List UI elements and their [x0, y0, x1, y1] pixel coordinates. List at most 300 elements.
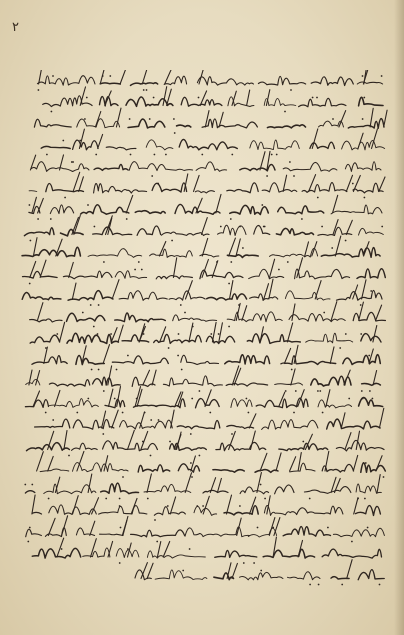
ink-stroke: [73, 463, 129, 472]
ink-ascender: [219, 323, 223, 342]
ink-stroke: [100, 534, 124, 536]
ink-stroke: [268, 125, 306, 128]
ink-stroke: [357, 82, 382, 84]
ink-stroke: [25, 400, 48, 408]
ink-dot: [309, 498, 311, 500]
ink-ascender: [62, 516, 68, 536]
ink-ascender: [291, 369, 295, 385]
ink-dot: [360, 304, 362, 306]
ink-stroke: [115, 313, 166, 322]
ink-dot: [91, 369, 93, 371]
ink-dot: [191, 398, 193, 400]
handwritten-line: [32, 537, 381, 564]
ink-stroke: [207, 294, 247, 300]
ink-ascender: [376, 456, 382, 471]
ink-dot: [317, 197, 319, 199]
ink-dot: [246, 398, 248, 400]
ink-dot: [351, 541, 353, 543]
ink-stroke: [197, 77, 253, 85]
ink-stroke: [264, 98, 296, 105]
ink-stroke: [30, 335, 59, 343]
ink-dot: [143, 89, 145, 91]
handwritten-line: [22, 279, 382, 306]
ink-dot: [264, 226, 266, 228]
ink-stroke: [227, 255, 258, 258]
ink-stroke: [50, 205, 73, 214]
ink-ascender: [341, 413, 345, 428]
ink-dot: [156, 541, 158, 543]
ink-dot: [30, 240, 32, 242]
ink-stroke: [231, 399, 252, 408]
ink-ascender: [64, 431, 67, 450]
ink-ascender: [236, 239, 240, 256]
ink-ascender: [384, 110, 387, 127]
ink-stroke: [32, 512, 41, 514]
ink-ascender: [249, 414, 256, 428]
ink-ascender: [128, 430, 135, 449]
ink-dot: [199, 455, 201, 457]
ink-dot: [190, 433, 192, 435]
ink-ascender: [376, 305, 382, 320]
ink-dot: [372, 398, 374, 400]
ink-ascender: [202, 260, 208, 278]
ink-dot: [171, 240, 173, 242]
ink-dot: [98, 369, 100, 371]
ink-ascender: [247, 90, 250, 106]
ink-dot: [242, 247, 244, 249]
ink-stroke: [230, 205, 268, 214]
ink-dot: [363, 97, 365, 99]
ink-stroke: [283, 527, 330, 537]
ink-dot: [293, 175, 295, 177]
ink-dot: [327, 527, 329, 529]
ink-dot: [72, 161, 74, 163]
ink-dot: [341, 584, 343, 586]
ink-dot: [146, 89, 148, 91]
handwritten-line: [30, 151, 381, 177]
ink-ascender: [264, 284, 269, 299]
ink-dot: [154, 519, 156, 521]
ink-dot: [119, 562, 121, 564]
ink-dot: [64, 197, 66, 199]
ink-ascender: [229, 238, 236, 256]
ink-ascender: [55, 390, 60, 406]
ink-stroke: [345, 162, 381, 172]
handwritten-line: [30, 302, 386, 328]
ink-stroke: [68, 291, 113, 301]
handwritten-line: [135, 560, 384, 586]
ink-dot: [332, 118, 334, 120]
ink-stroke: [179, 139, 237, 149]
ink-dot: [316, 97, 318, 99]
ink-dot: [46, 154, 48, 156]
ink-stroke: [99, 506, 147, 515]
ink-dot: [149, 118, 151, 120]
ink-ascender: [331, 302, 337, 321]
ink-ascender: [98, 134, 103, 148]
ink-dot: [379, 584, 381, 586]
ink-stroke: [216, 442, 266, 450]
ink-stroke: [147, 551, 205, 558]
ink-ascender: [203, 496, 209, 514]
ink-ascender: [330, 347, 334, 364]
ink-dot: [52, 75, 54, 77]
ink-dot: [370, 290, 372, 292]
ink-dot: [109, 75, 111, 77]
ink-stroke: [177, 420, 220, 428]
ink-dot: [180, 304, 182, 306]
ink-dot: [138, 261, 140, 263]
ink-stroke: [322, 464, 353, 472]
ink-dot: [61, 548, 63, 550]
handwritten-line: [29, 172, 385, 198]
ink-ascender: [48, 518, 55, 535]
ink-ascender: [163, 542, 170, 558]
ink-dot: [151, 175, 153, 177]
ink-stroke: [156, 399, 186, 408]
ink-stroke: [137, 226, 161, 235]
ink-ascender: [242, 306, 247, 321]
ink-ascender: [60, 322, 65, 342]
ink-dot: [130, 154, 132, 156]
ink-dot: [177, 355, 179, 357]
ink-stroke: [357, 269, 385, 279]
ink-dot: [29, 204, 31, 206]
ink-stroke: [129, 162, 192, 171]
ink-stroke: [203, 490, 228, 493]
ink-dot: [284, 111, 286, 113]
ink-dot: [230, 261, 232, 263]
ink-stroke: [227, 312, 282, 322]
ink-stroke: [177, 125, 191, 127]
ink-ascender: [40, 260, 46, 277]
ink-stroke: [156, 276, 192, 279]
ink-ascender: [202, 218, 208, 235]
handwritten-line: [23, 258, 386, 285]
ink-stroke: [356, 506, 381, 516]
ink-stroke: [22, 247, 80, 256]
ink-ascender: [346, 175, 352, 191]
ink-stroke: [185, 527, 249, 537]
ink-ascender: [377, 475, 380, 493]
ink-ascender: [217, 478, 221, 492]
ink-dot: [126, 218, 128, 220]
ink-stroke: [333, 528, 384, 537]
page-number: ۲: [12, 20, 19, 35]
handwritten-line: [27, 430, 385, 456]
ink-ascender: [140, 412, 145, 428]
ink-stroke: [178, 464, 199, 472]
ink-ascender: [315, 281, 321, 299]
ink-dot: [295, 390, 297, 392]
ink-dot: [127, 355, 129, 357]
ink-dot: [169, 441, 171, 443]
ink-ascender: [186, 281, 193, 299]
ink-dot: [93, 326, 95, 328]
ink-dot: [86, 97, 88, 99]
ink-dot: [201, 154, 203, 156]
ink-dot: [317, 390, 319, 392]
page-edge-shadow: [394, 0, 404, 635]
ink-stroke: [72, 443, 98, 450]
ink-stroke: [342, 141, 385, 150]
ink-ascender: [194, 175, 200, 191]
ink-stroke: [73, 420, 114, 430]
ink-ascender: [123, 516, 128, 535]
ink-stroke: [225, 355, 270, 364]
ink-ascender: [108, 541, 113, 557]
ink-dot: [27, 541, 29, 543]
ink-dot: [97, 333, 99, 335]
ink-stroke: [150, 249, 193, 257]
ink-stroke: [26, 379, 40, 385]
ink-dot: [116, 369, 118, 371]
ink-stroke: [43, 96, 92, 107]
ink-dot: [50, 218, 52, 220]
ink-dot: [231, 154, 233, 156]
ink-ascender: [353, 455, 357, 471]
ink-dot: [147, 498, 149, 500]
ink-stroke: [262, 183, 297, 192]
ink-stroke: [93, 377, 121, 386]
ink-ascender: [297, 258, 303, 278]
ink-ascender: [170, 497, 175, 514]
ink-dot: [105, 498, 107, 500]
ink-stroke: [214, 573, 234, 580]
ink-stroke: [359, 228, 384, 235]
ink-stroke: [195, 191, 214, 193]
ink-stroke: [311, 376, 351, 386]
ink-dot: [119, 498, 121, 500]
ink-stroke: [35, 419, 70, 428]
ink-dot: [154, 154, 156, 156]
handwritten-line: [24, 216, 383, 242]
ink-dot: [95, 154, 97, 156]
ink-dot: [287, 261, 289, 263]
ink-dot: [228, 326, 230, 328]
ink-dot: [339, 347, 341, 349]
ink-ascender: [251, 431, 256, 450]
ink-stroke: [264, 505, 296, 515]
ink-stroke: [112, 356, 168, 364]
ink-stroke: [240, 487, 269, 494]
ink-dot: [142, 441, 144, 443]
ink-dot: [122, 412, 124, 414]
ink-ascender: [358, 133, 363, 148]
ink-dot: [103, 261, 105, 263]
ink-ascender: [232, 563, 237, 578]
ink-stroke: [359, 97, 383, 105]
ink-stroke: [73, 140, 99, 150]
ink-ascender: [325, 451, 329, 471]
ink-dot: [127, 548, 129, 550]
ink-stroke: [227, 183, 258, 193]
ink-ascender: [345, 433, 351, 450]
ink-ascender: [333, 195, 338, 213]
ink-dot: [178, 333, 180, 335]
handwritten-line: [32, 345, 380, 371]
ink-dot: [165, 154, 167, 156]
ink-dot: [29, 283, 31, 285]
ink-stroke: [152, 183, 187, 192]
ink-stroke: [101, 483, 139, 494]
ink-ascender: [354, 498, 358, 514]
ink-dot: [290, 89, 292, 91]
ink-stroke: [41, 146, 70, 148]
ink-dot: [323, 312, 325, 314]
ink-ascender: [118, 325, 123, 342]
ink-dot: [38, 89, 40, 91]
ink-ascender: [165, 70, 172, 84]
ink-dot: [271, 154, 273, 156]
ink-dot: [184, 312, 186, 314]
ink-dot: [345, 333, 347, 335]
handwritten-line: [25, 387, 382, 414]
ink-dot: [291, 369, 293, 371]
ink-dot: [102, 433, 104, 435]
ink-ascender: [227, 563, 231, 579]
ink-dot: [198, 97, 200, 99]
ink-ascender: [237, 518, 242, 535]
ink-dot: [352, 183, 354, 185]
handwritten-line: [32, 495, 381, 521]
ink-ascender: [141, 431, 148, 449]
ink-dot: [362, 75, 364, 77]
ink-stroke: [255, 470, 278, 473]
ink-dot: [31, 484, 33, 486]
ink-ascender: [33, 238, 37, 256]
ink-dot: [361, 390, 363, 392]
ink-ascender: [379, 177, 385, 192]
ink-ascender: [372, 129, 378, 149]
ink-ascender: [353, 176, 360, 192]
ink-dot: [276, 154, 278, 156]
ink-stroke: [67, 313, 105, 321]
ink-ascender: [269, 518, 275, 536]
ink-ascender: [257, 473, 262, 493]
ink-dot: [48, 498, 50, 500]
ink-ascender: [100, 70, 105, 84]
ink-ascender: [72, 283, 76, 299]
ink-dot: [174, 132, 176, 134]
ink-stroke: [25, 491, 34, 493]
ink-stroke: [34, 119, 71, 127]
ink-stroke: [275, 383, 303, 385]
ink-dot: [260, 484, 262, 486]
ink-dot: [331, 247, 333, 249]
ink-dot: [321, 226, 323, 228]
ink-stroke: [146, 140, 173, 150]
ink-stroke: [258, 76, 305, 85]
ink-ascender: [109, 389, 113, 406]
ink-dot: [364, 197, 366, 199]
ink-dot: [257, 527, 259, 529]
ink-dot: [239, 505, 241, 507]
ink-stroke: [144, 484, 191, 492]
ink-ascender: [370, 108, 373, 127]
ink-stroke: [100, 97, 119, 106]
ink-ascender: [305, 242, 309, 256]
ink-ascender: [33, 391, 39, 407]
ink-stroke: [24, 228, 54, 236]
ink-ascender: [73, 172, 80, 191]
ink-dot: [218, 333, 220, 335]
ink-dot: [381, 75, 383, 77]
ink-ascender: [373, 326, 377, 343]
ink-stroke: [215, 550, 257, 557]
ink-dot: [90, 304, 92, 306]
ink-ascender: [312, 242, 317, 256]
ink-ascender: [69, 262, 74, 277]
ink-stroke: [22, 292, 61, 299]
ink-dot: [196, 505, 198, 507]
ink-dot: [362, 398, 364, 400]
ink-dot: [150, 455, 152, 457]
ink-stroke: [30, 319, 62, 322]
ink-stroke: [126, 97, 173, 106]
ink-stroke: [295, 269, 350, 279]
handwriting-lines: [20, 70, 388, 590]
ink-ascender: [290, 457, 296, 471]
ink-dot: [253, 562, 255, 564]
ink-dot: [189, 548, 191, 550]
ink-ascender: [126, 195, 133, 213]
ink-stroke: [327, 419, 380, 429]
ink-ascender: [227, 495, 232, 514]
ink-ascender: [287, 323, 292, 342]
ink-ascender: [141, 563, 147, 579]
ink-ascender: [88, 474, 92, 493]
ink-ascender: [48, 456, 54, 471]
ink-ascender: [216, 194, 221, 213]
ink-ascender: [276, 453, 281, 471]
ink-stroke: [128, 119, 165, 128]
ink-stroke: [218, 225, 247, 235]
ink-dot: [158, 419, 160, 421]
ink-stroke: [270, 248, 318, 257]
handwritten-line: [41, 129, 384, 156]
ink-dot: [190, 462, 192, 464]
ink-stroke: [240, 165, 275, 171]
ink-stroke: [321, 248, 380, 258]
handwritten-line: [26, 366, 381, 392]
ink-dot: [87, 204, 89, 206]
ink-stroke: [115, 271, 146, 279]
ink-dot: [114, 398, 116, 400]
ink-stroke: [240, 572, 283, 579]
ink-dot: [79, 140, 81, 142]
ink-ascender: [212, 322, 216, 342]
ink-dot: [202, 505, 204, 507]
ink-dot: [191, 476, 193, 478]
ink-stroke: [120, 420, 173, 429]
ink-stroke: [131, 530, 185, 537]
ink-dot: [181, 369, 183, 371]
ink-dot: [381, 226, 383, 228]
ink-stroke: [173, 315, 217, 321]
ink-stroke: [76, 356, 104, 365]
ink-ascender: [74, 216, 80, 235]
ink-ascender: [173, 258, 176, 278]
ink-stroke: [299, 98, 346, 106]
ink-stroke: [81, 205, 129, 214]
ink-dot: [168, 347, 170, 349]
ink-stroke: [279, 443, 328, 450]
ink-dot: [56, 333, 58, 335]
ink-stroke: [200, 270, 243, 279]
ink-ascender: [37, 303, 43, 321]
ink-dot: [94, 226, 96, 228]
